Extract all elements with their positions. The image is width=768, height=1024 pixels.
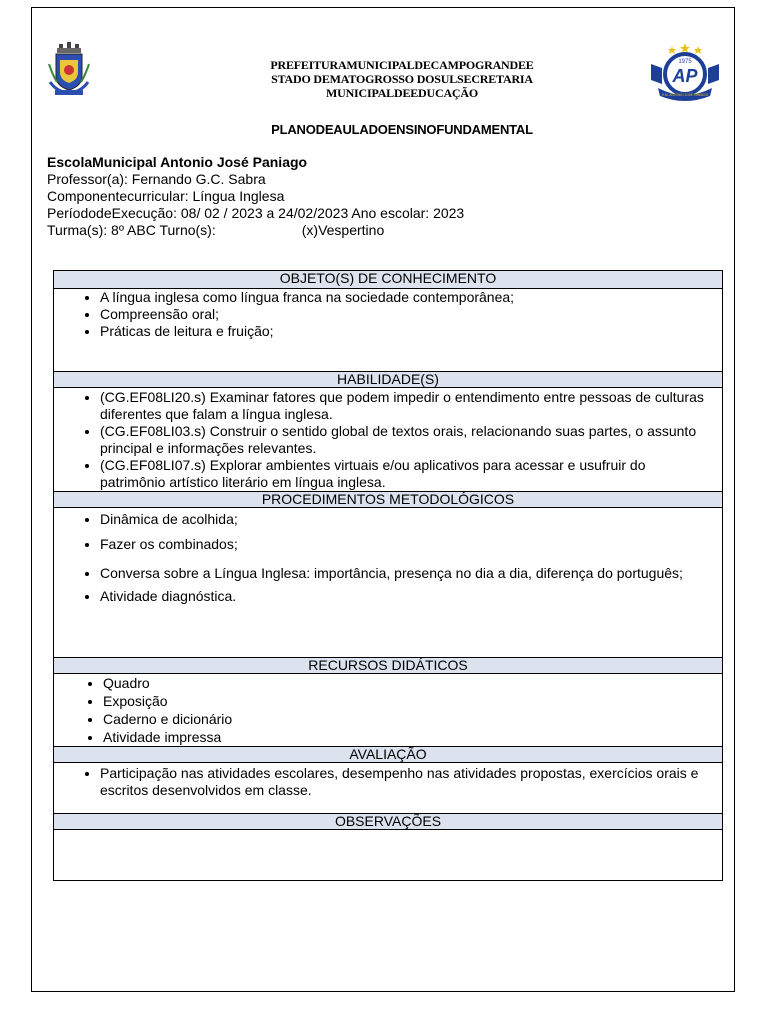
teacher-line: Professor(a): Fernando G.C. Sabra xyxy=(47,171,266,187)
list-item: • (CG.EF08LI07.s) Explorar ambientes virtuais e/ou aplicativos para acessar e usufruir do patrimônio artístico literário em língua inglesa. xyxy=(100,457,710,491)
section-heading-resources: RECURSOS DIDÁTICOS xyxy=(54,657,722,674)
header-line-3: MUNICIPALDEEDUCAÇÃO xyxy=(326,86,478,100)
section-heading-methods: PROCEDIMENTOS METODOLÓGICOS xyxy=(54,491,722,508)
section-methods xyxy=(54,509,722,659)
section-heading-observations: OBSERVAÇÕES xyxy=(54,813,722,830)
section-resources xyxy=(54,674,722,747)
school-logo-initials: AP xyxy=(672,66,698,86)
section-heading-objects: OBJETO(S) DE CONHECIMENTO xyxy=(54,271,722,289)
plan-title: PLANODEAULADOENSINOFUNDAMENTAL xyxy=(271,122,533,137)
list-item: • Atividade impressa xyxy=(103,728,710,746)
school-logo xyxy=(648,42,722,104)
list-item: • Caderno e dicionário xyxy=(103,710,710,728)
section-heading-skills: HABILIDADE(S) xyxy=(54,371,722,388)
school-logo-ribbon: E.M. ANTONIO JOSÉ PANIAGO xyxy=(661,93,709,97)
lesson-plan-table xyxy=(53,270,723,881)
section-evaluation xyxy=(54,763,722,815)
list-item: • Conversa sobre a Língua Inglesa: importância, presença no dia a dia, diferença do português; xyxy=(100,561,710,586)
city-coat-of-arms-logo xyxy=(47,42,91,98)
list-item: • Atividade diagnóstica. xyxy=(100,588,710,605)
component-line: Componentecurricular: Língua Inglesa xyxy=(47,188,285,204)
section-observations xyxy=(54,830,722,880)
school-logo-year: 1975 xyxy=(678,59,692,65)
section-heading-evaluation: AVALIAÇÃO xyxy=(54,746,722,763)
period-line: PeríododeExecução: 08/ 02 / 2023 a 24/02/2023 Ano escolar: 2023 xyxy=(47,205,465,221)
class-line: Turma(s): 8º ABC Turno(s): xyxy=(47,222,216,238)
section-skills xyxy=(54,388,722,493)
list-item: • Participação nas atividades escolares, desempenho nas atividades propostas, exercícios orais e escritos desenvolvidos em classe. xyxy=(100,765,710,799)
list-item: • (CG.EF08LI03.s) Construir o sentido global de textos orais, relacionando suas partes, o assunto principal e informações relevantes. xyxy=(100,423,710,457)
list-item: • Compreensão oral; xyxy=(100,306,710,323)
list-item: • Dinâmica de acolhida; xyxy=(100,511,710,528)
list-item: • (CG.EF08LI20.s) Examinar fatores que podem impedir o entendimento entre pessoas de culturas diferentes que falam a língua inglesa. xyxy=(100,389,710,423)
lesson-info xyxy=(47,154,687,239)
header-line-1: PREFEITURAMUNICIPALDECAMPOGRANDEE xyxy=(270,58,534,72)
list-item: • A língua inglesa como língua franca na sociedade contemporânea; xyxy=(100,289,710,306)
class-shift-line xyxy=(47,222,687,239)
list-item: • Exposição xyxy=(103,692,710,710)
list-item: • Quadro xyxy=(103,674,710,692)
shift-value: (x)Vespertino xyxy=(301,222,385,238)
header-line-2: STADO DEMATOGROSSO DOSULSECRETARIA xyxy=(271,72,533,86)
school-name: EscolaMunicipal Antonio José Paniago xyxy=(47,154,308,170)
list-item: • Fazer os combinados; xyxy=(100,536,710,553)
institution-header xyxy=(160,58,644,100)
section-objects xyxy=(54,289,722,372)
list-item: • Práticas de leitura e fruição; xyxy=(100,323,710,340)
